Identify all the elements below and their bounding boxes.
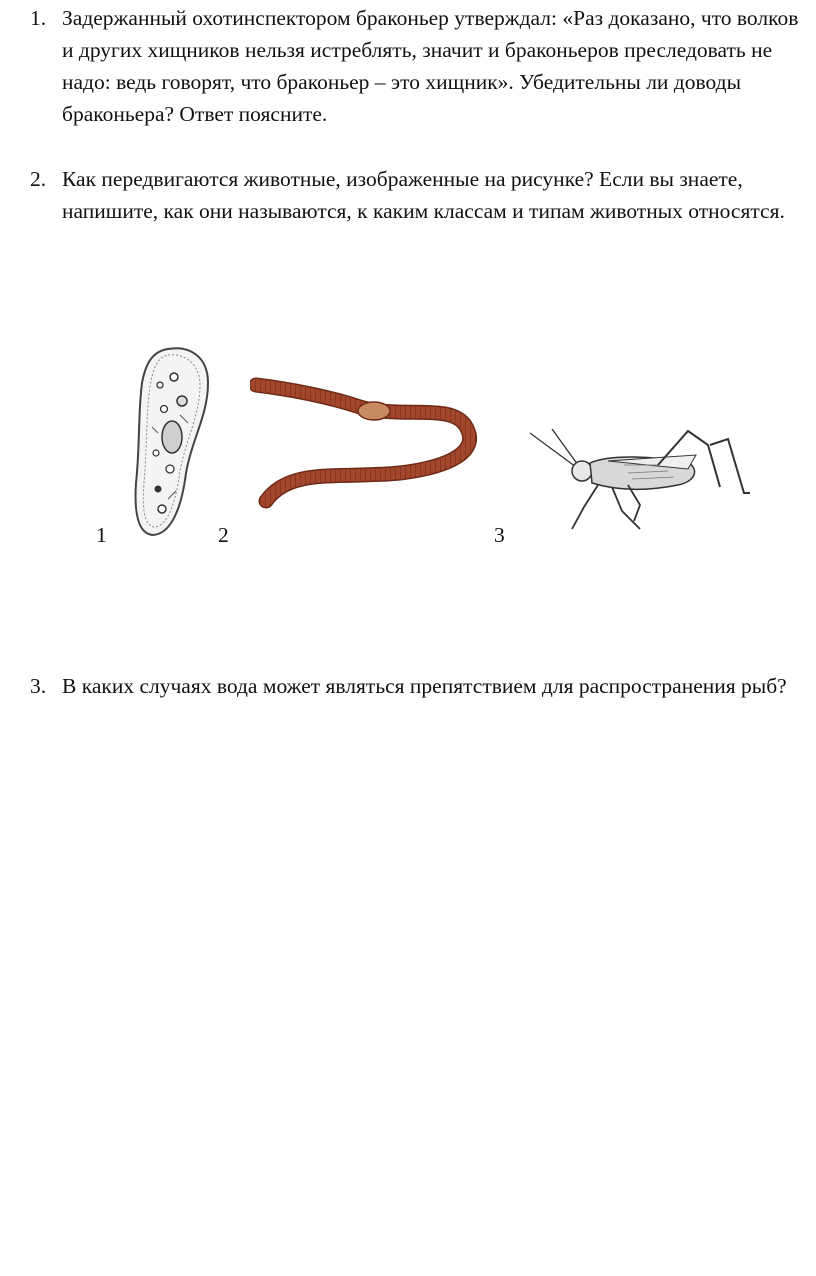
figure-label-2: 2 [218,523,229,547]
grasshopper-illustration [528,425,750,535]
question-2-number: 2. [30,167,47,191]
paramecium-illustration [128,343,214,543]
question-1 [30,2,800,130]
question-3-number: 3. [30,674,47,698]
question-1-text: Задержанный охотинспектором браконьер утверждал: «Раз доказано, что волков и других хищников нельзя истреблять, значит и браконьеров преследовать не надо: ведь говорят, что браконьер – это хищник». Убедительны ли доводы браконьера? Ответ поясните. [62,6,799,126]
question-2 [30,163,800,227]
question-3 [30,670,800,702]
earthworm-illustration [250,375,482,510]
figure-label-3: 3 [494,523,505,547]
figure-label-1: 1 [96,523,107,547]
question-2-text: Как передвигаются животные, изображенные на рисунке? Если вы знаете, напишите, как они называются, к каким классам и типам животных относятся. [62,167,785,223]
question-3-text: В каких случаях вода может являться препятствием для распространения рыб? [62,674,787,698]
question-1-number: 1. [30,6,47,30]
